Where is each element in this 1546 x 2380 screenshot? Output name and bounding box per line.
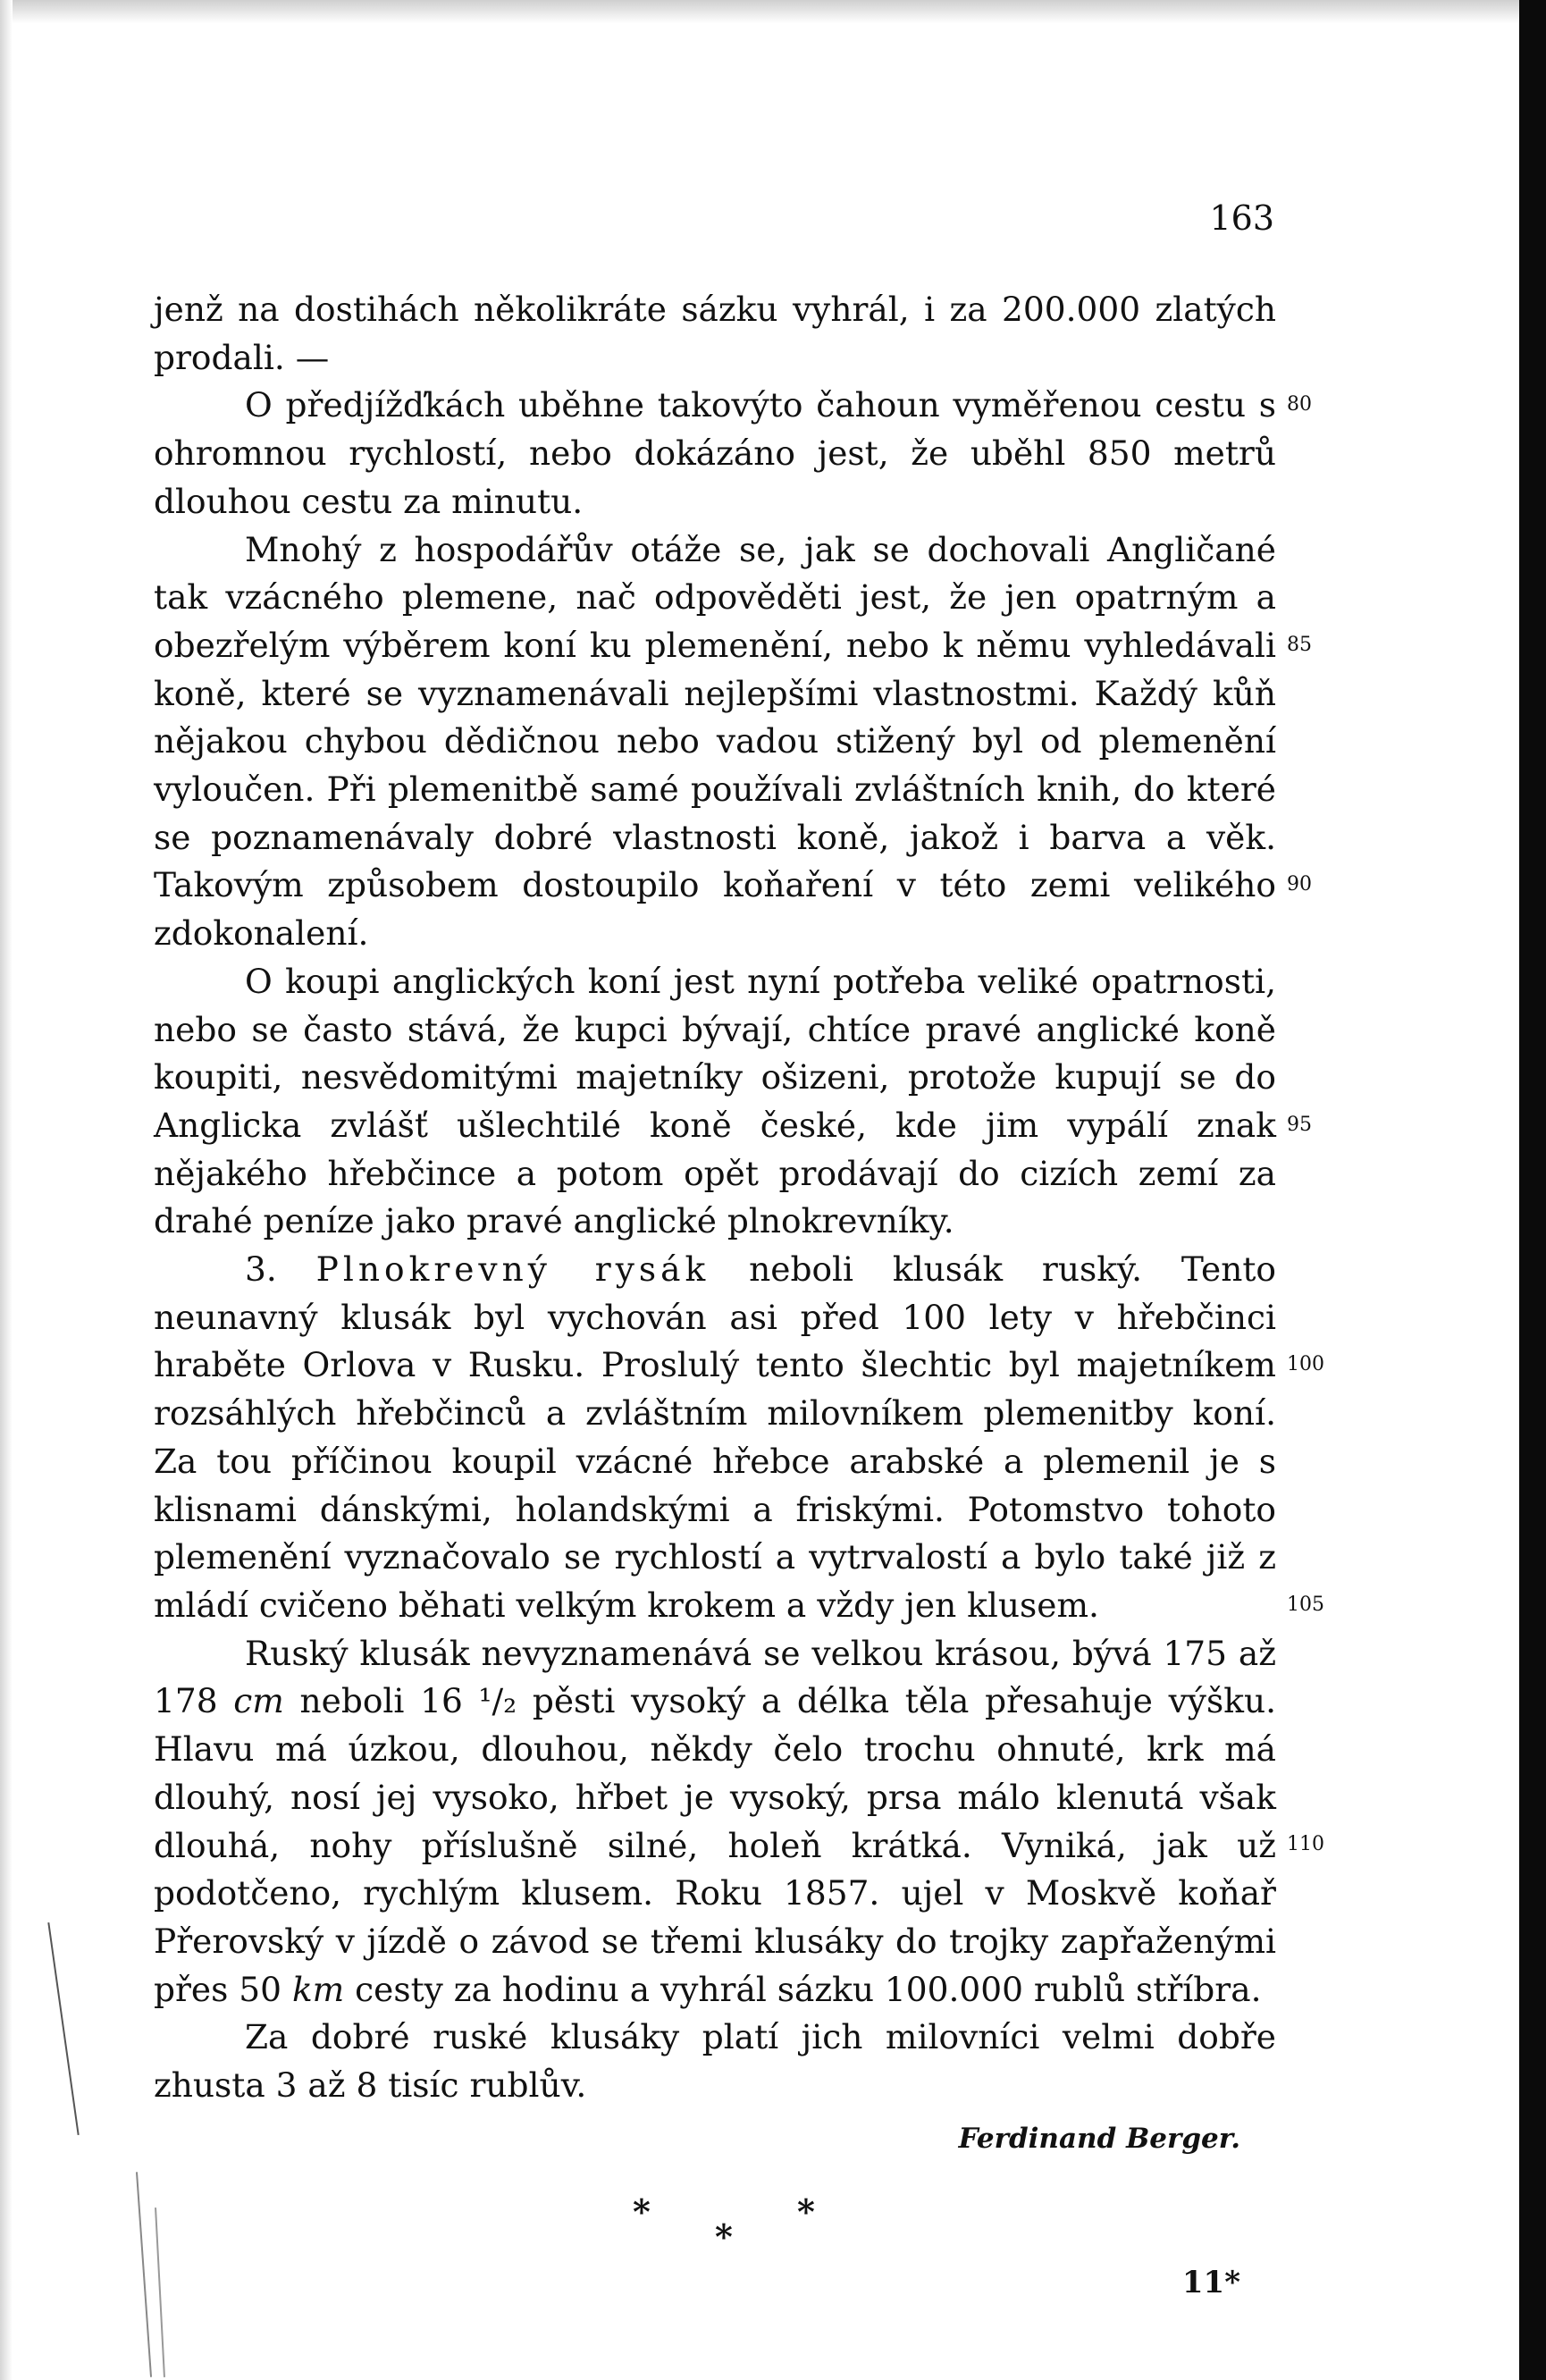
fraction: ¹/₂ bbox=[478, 1681, 517, 1721]
text-run: Ruský klusák nevyznamenává se velkou krásou, bývá 175 až 178 bbox=[154, 1633, 1276, 1721]
unit-cm: cm bbox=[233, 1681, 284, 1721]
paragraph-rusky-klusak bbox=[154, 1630, 1276, 2014]
line-number: 95 bbox=[1287, 1114, 1312, 1136]
paragraph-hospodari: Mnohý z hospodářův otáže se, jak se dochovali Angličané tak vzácného plemene, nač odpověděti jest, že jen opatrným a obezřelým výběrem koní ku plemenění, nebo k němu vyhledávali koně, které se vyznamenávali nejlepšími vlastnostmi. Každý kůň nějakou chybou dědičnou nebo vadou stižený byl od plemenění vyloučen. Při plemenitbě samé používali zvláštních knih, do které se poznamenávaly dobré vlastnosti koně, jakož i barva a věk. Takovým způsobem dostoupilo koňaření v této zemi velikého zdokonalení. bbox=[154, 529, 1276, 954]
text-run: neboli 16 bbox=[283, 1681, 479, 1721]
section-title: Plnokrevný rysák bbox=[315, 1249, 710, 1290]
line-number: 100 bbox=[1287, 1353, 1324, 1375]
unit-km: km bbox=[291, 1969, 345, 2009]
scan-left-edge bbox=[0, 0, 13, 2380]
asterisk: * bbox=[633, 2191, 651, 2233]
section-number: 3. bbox=[245, 1249, 277, 1290]
asterisk: * bbox=[715, 2216, 733, 2258]
text-run: cesty za hodinu a vyhrál sázku 100.000 rublů stříbra. bbox=[344, 1969, 1262, 2009]
section-text: neboli klusák ruský. Tento neunavný klusák byl vychován asi před 100 lety v hřebčinci hraběte Orlova v Rusku. Proslulý tento šlechtic byl majetníkem rozsáhlých hřebčinců a zvláštním milovníkem plemenitby koní. Za tou příčinou koupil vzácné hřebce arabské a plemenil je s klisnami dánskými, holandskými a friskými. Potomstvo tohoto plemenění vyznačovalo se rychlostí a vytrvalostí a bylo také již z mládí cvičeno běhati velkým krokem a vždy jen klusem. bbox=[154, 1249, 1276, 1625]
scan-scratch bbox=[47, 1922, 79, 2135]
asterisk: * bbox=[797, 2191, 815, 2233]
asterism bbox=[154, 2188, 1276, 2259]
scan-scratch bbox=[136, 2172, 152, 2377]
text-body bbox=[154, 286, 1276, 2308]
paragraph-prices: Za dobré ruské klusáky platí jich milovníci velmi dobře zhusta 3 až 8 tisíc rublův. bbox=[154, 2017, 1276, 2106]
paragraph-predjizdky: O předjížďkách uběhne takovýto čahoun vyměřenou cestu s ohromnou rychlostí, nebo dokázáno jest, že uběhl 850 metrů dlouhou cestu za minutu. bbox=[154, 385, 1276, 521]
paragraph-koupi: O koupi anglických koní jest nyní potřeba veliké opatrnosti, nebo se často stává, že kupci bývají, chtíce pravé anglické koně koupiti, nesvědomitými majetníky ošizeni, protože kupují se do Anglicka zvlášť ušlechtilé koně české, kde jim vypálí znak nějakého hřebčince a potom opět prodávají do cizích zemí za drahé peníze jako pravé anglické plnokrevníky. bbox=[154, 961, 1276, 1241]
paragraph-continuation: jenž na dostihách několikráte sázku vyhrál, i za 200.000 zlatých prodali. — bbox=[154, 290, 1276, 377]
paragraph-section-3 bbox=[154, 1246, 1276, 1630]
line-number: 80 bbox=[1287, 393, 1312, 416]
line-number: 110 bbox=[1287, 1833, 1324, 1855]
printer-signature-mark: 11* bbox=[1181, 2265, 1240, 2301]
line-number: 105 bbox=[1287, 1594, 1324, 1616]
line-number: 85 bbox=[1287, 634, 1312, 656]
page-number: 163 bbox=[1209, 198, 1274, 238]
author-signature: Ferdinand Berger. bbox=[958, 2122, 1240, 2155]
text-run: pěsti vysoký a délka těla přesahuje výšku. Hlavu má úzkou, dlouhou, někdy čelo trochu ohnuté, krk má dlouhý, nosí jej vysoko, hřbet je vysoký, prsa málo klenutá však dlouhá, nohy příslušně silné, holeň krátká. Vyniká, jak už podotčeno, rychlým klusem. Roku 1857. ujel v Moskvě koňař Přerovský v jízdě o závod se třemi klusáky do trojky zapřaženými přes 50 bbox=[154, 1681, 1277, 2009]
line-number: 90 bbox=[1287, 873, 1312, 896]
scan-top-shade bbox=[0, 0, 1519, 23]
